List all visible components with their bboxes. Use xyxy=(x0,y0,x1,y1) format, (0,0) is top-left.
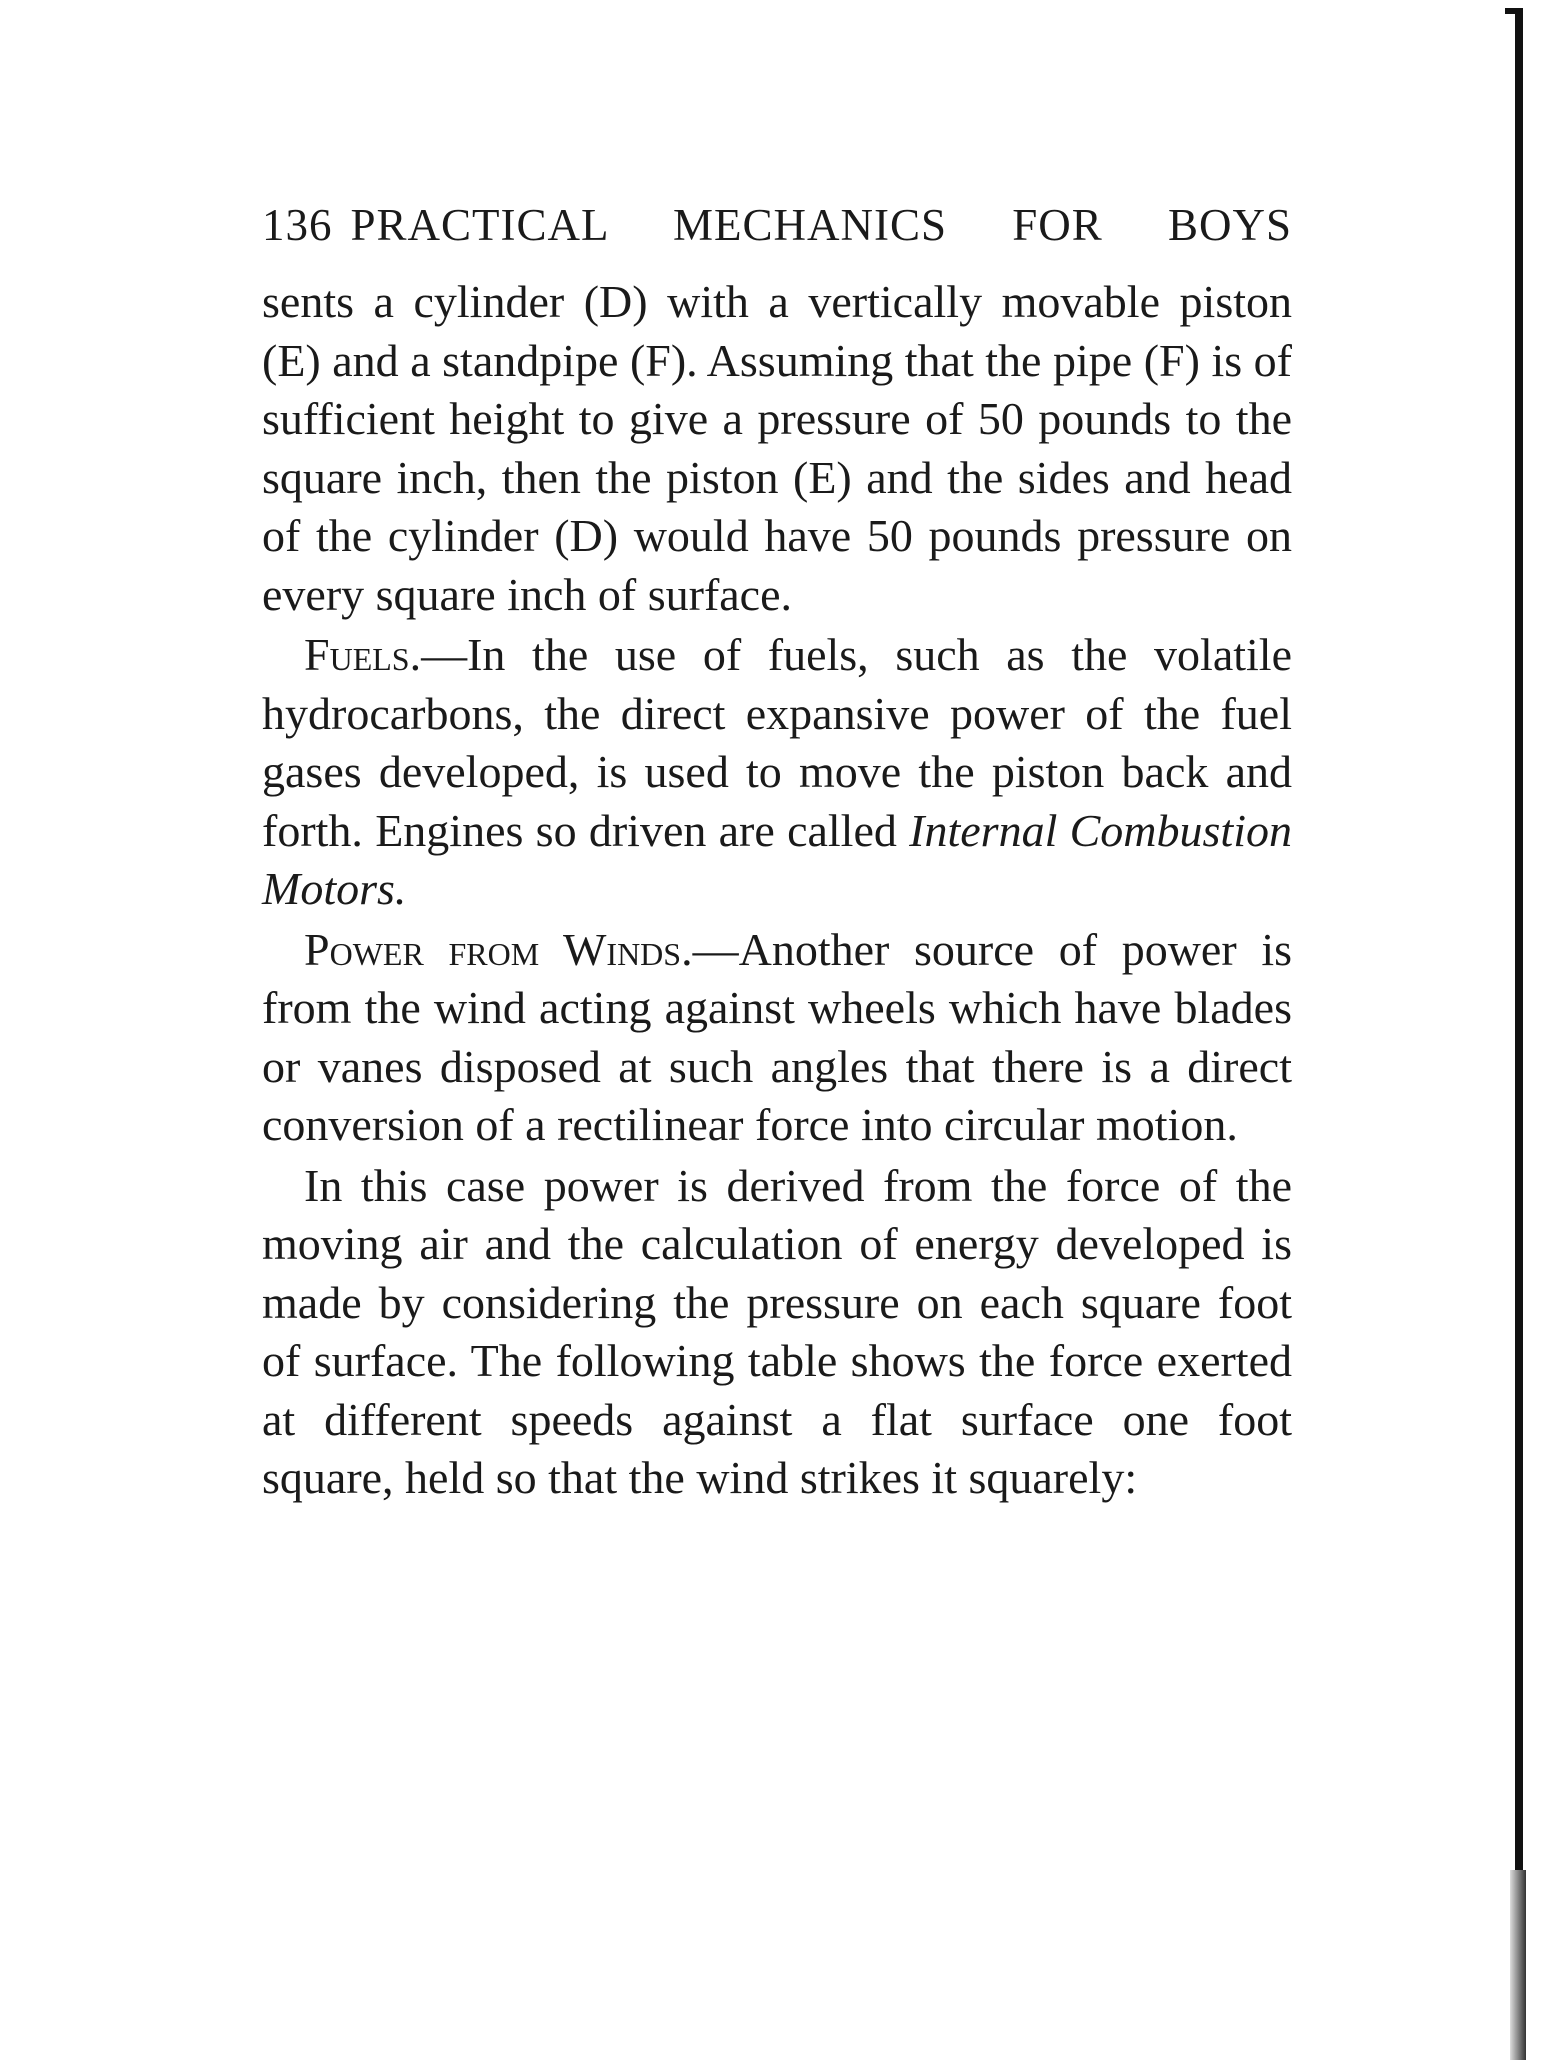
binding-edge xyxy=(1515,8,1523,2058)
page-number: 136 xyxy=(262,200,333,250)
emphasis-internal-combustion-motors: Internal Combustion Motors. xyxy=(262,804,1292,914)
paragraph-text: sents a cylinder (D) with a vertically movable piston (E) and a standpipe (F). Assuming that the pipe (F) is of sufficient height to give a pressure of 50 pounds to the square inch, then the piston (E) and the sides and head of the cylinder (D) would have 50 pounds pressure on every square inch of surface. xyxy=(262,276,1292,620)
section-heading-power-from-winds: Power from Winds. xyxy=(304,923,693,975)
running-head xyxy=(262,195,1292,255)
paragraph-power-from-winds xyxy=(262,921,1292,1155)
running-title: PRACTICAL MECHANICS FOR BOYS xyxy=(350,200,1292,250)
paragraph-wind-force xyxy=(262,1157,1292,1508)
paragraph-text: In this case power is derived from the force of the moving air and the calculation of energy developed is made by considering the pressure on each square foot of surface. The following table shows the force exerted at different speeds against a flat surface one foot square, held so that the wind strikes it squarely: xyxy=(262,1159,1292,1503)
binding-shadow xyxy=(1510,1870,1526,2060)
paragraph-fuels xyxy=(262,626,1292,919)
section-heading-fuels: Fuels. xyxy=(304,629,422,680)
text-block xyxy=(262,195,1292,1508)
paragraph-text: —In the use of fuels, such as the volatile hydrocarbons, the direct expansive power of the fuel gases developed, is used to move the piston back and forth. Engines so driven are called xyxy=(262,629,1292,856)
paragraph-text: —Another source of power is from the wind acting against wheels which have blades or vanes disposed at such angles that there is a direct conversion of a rectilinear force into circular motion. xyxy=(262,923,1293,1150)
paragraph-continuation xyxy=(262,273,1292,624)
